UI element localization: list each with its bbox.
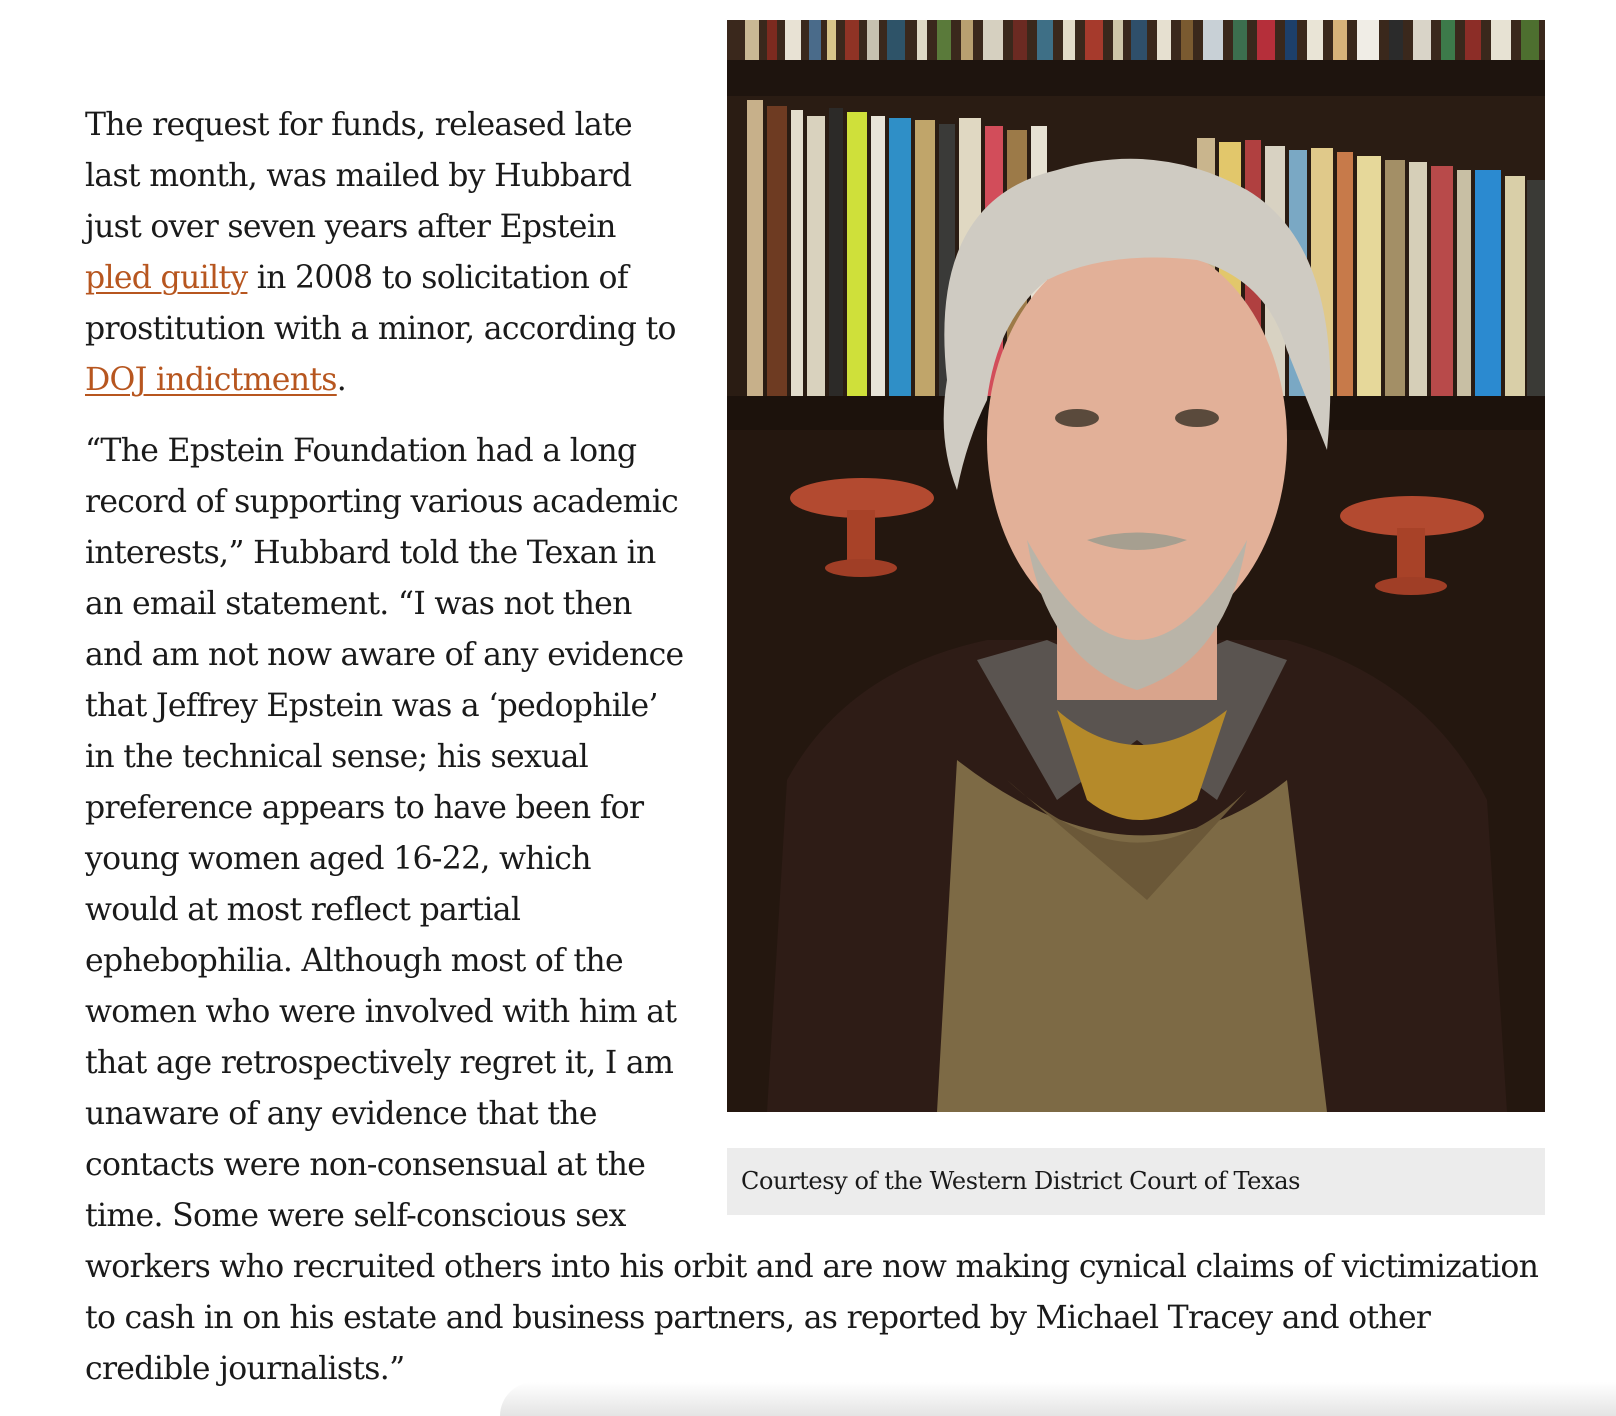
portrait-photo — [727, 20, 1545, 1112]
article-body — [85, 100, 1545, 1395]
article-figure — [727, 20, 1545, 1215]
bottom-fade-overlay — [500, 1382, 1616, 1416]
paragraph-1-text-start: The request for funds, released late last month, was mailed by Hubbard just over seven years after Epstein — [85, 107, 632, 245]
bookshelf-top — [727, 20, 1545, 60]
pled-guilty-link[interactable]: pled guilty — [85, 260, 248, 296]
article-paragraph-2: “The Epstein Foundation had a long record of supporting various academic interests,” Hubbard told the Texan in an email statement. “I was not then and am not now aware of any evidence that Jeffrey Epstein was a ‘pedophile’ in the technical sense; his sexual preference appears to have been for young women aged 16-22, which would at most reflect partial ephebophilia. Although most of the women who were involved with him at that age retrospectively regret it, I am unaware of any evidence that the contacts were non-consensual at the time. Some were self-conscious sex workers who recruited others into his orbit and are now making cynical claims of victimization to cash in on his estate and business partners, as reported by Michael Tracey and other credible journalists.” — [85, 433, 1539, 1387]
paragraph-1-text-middle: in 2008 to solicitation of prostitution with a minor, according to — [85, 260, 676, 347]
photo-caption: Courtesy of the Western District Court of Texas — [727, 1148, 1545, 1215]
doj-indictments-link[interactable]: DOJ indictments — [85, 362, 337, 398]
paragraph-1-text-end: . — [336, 362, 347, 398]
